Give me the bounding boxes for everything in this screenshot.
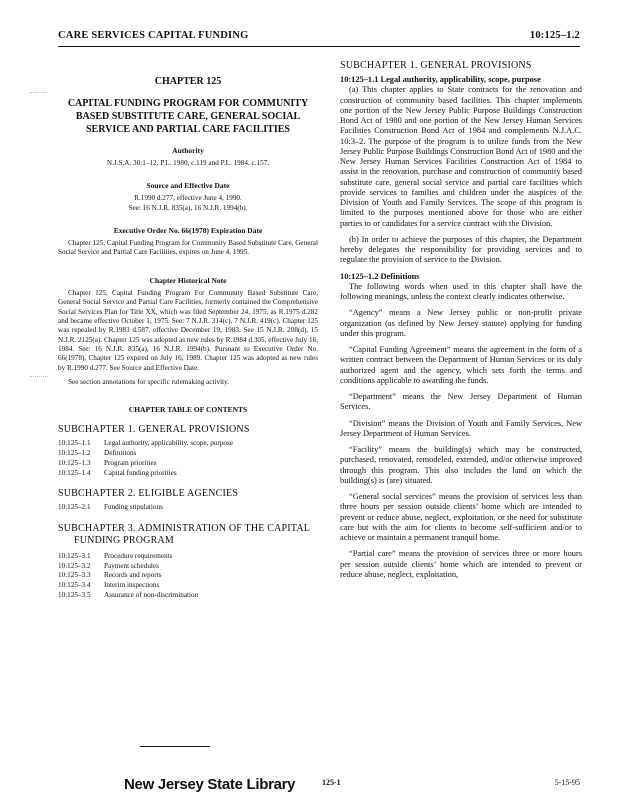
- toc-item-label: Records and reports: [104, 571, 162, 580]
- definition: “Agency” means a New Jersey public or non-profit private organization (as defined by New Jersey statute) applying for funding under this program.: [340, 308, 582, 338]
- header-rule: [58, 46, 580, 47]
- running-head-section: 10:125–1.2: [529, 30, 580, 41]
- library-watermark: New Jersey State Library: [124, 776, 296, 793]
- paragraph: (a) This chapter applies to State contracts for the renovation and construction of community based facilities. This chapter implements one portion of the New Jersey Public Purpose Buildings Construction Bond Act of 1980 and one portion of the New Jersey Human Services Facilities Construction Bond Act of 1984 and complements N.J.A.C. 10:3–2. The purpose of the program is to utilize funds from the New Jersey Public Purpose Buildings Construction Bond Act of 1980 and the New Jersey Human Services Facilities Construction Act of 1984 to assist in the renovation, purchase and construction of community based substitute care, general social service and partial care facilities which provide services to families and children under the auspices of the Division of Youth and Family Services. The scope of this program is limited to the purposes mentioned above for those who are either parties to or candidates for a service contract with the Division.: [340, 85, 582, 228]
- running-head-title: CARE SERVICES CAPITAL FUNDING: [58, 30, 249, 41]
- toc-item[interactable]: [58, 449, 318, 459]
- toc-item-label: Capital funding priorities: [104, 468, 177, 477]
- definition: “Department” means the New Jersey Department of Human Services.: [340, 392, 582, 412]
- toc-item-number: 10:125–3.4: [58, 581, 91, 590]
- toc-subchapter-title: SUBCHAPTER 1. GENERAL PROVISIONS: [58, 424, 250, 436]
- paragraph: The following words when used in this chapter shall have the following meanings, unless the context clearly indicates otherwise.: [340, 281, 582, 301]
- toc-subchapter-title-line2: FUNDING PROGRAM: [74, 535, 174, 547]
- toc-item-number: 10:125–2.1: [58, 503, 91, 512]
- section-heading: 10:125–1.2 Definitions: [340, 271, 420, 281]
- history-heading: Chapter Historical Note: [149, 275, 227, 285]
- toc-item-label: Assurance of non-discrimination: [104, 590, 199, 599]
- toc-item[interactable]: [58, 571, 318, 581]
- toc-item-number: 10:125–1.1: [58, 439, 91, 448]
- subchapter-heading: SUBCHAPTER 1. GENERAL PROVISIONS: [340, 60, 532, 71]
- source-heading: Source and Effective Date: [146, 181, 230, 191]
- toc-item-label: Funding stipulations: [104, 503, 163, 512]
- toc-item-number: 10:125–1.2: [58, 449, 91, 458]
- definition: “Partial care” means the provision of services three or more hours per session outside clients’ home which are intended to prevent or reduce abuse, neglect, exploitation,: [340, 549, 582, 579]
- toc-item-number: 10:125–1.3: [58, 458, 91, 467]
- executive-order-heading: Executive Order No. 66(1978) Expiration Date: [113, 226, 263, 236]
- toc-item-number: 10:125–3.2: [58, 561, 91, 570]
- toc-item-number: 10:125–3.3: [58, 571, 91, 580]
- toc-item-number: 10:125–3.5: [58, 590, 91, 599]
- toc-item[interactable]: [58, 459, 318, 469]
- chapter-title: CAPITAL FUNDING PROGRAM FOR COMMUNITY BASED SUBSTITUTE CARE, GENERAL SOCIAL SERVICE AND PARTIAL CARE FACILITIES: [67, 98, 309, 135]
- left-column: [58, 62, 318, 601]
- toc-item[interactable]: [58, 591, 318, 601]
- definition: “Division” means the Division of Youth and Family Services, New Jersey Department of Human Services.: [340, 418, 582, 438]
- footnote-rule: [140, 746, 210, 747]
- toc-subchapter-title: SUBCHAPTER 2. ELIGIBLE AGENCIES: [58, 488, 239, 500]
- toc-item[interactable]: [58, 439, 318, 449]
- toc-item[interactable]: [58, 552, 318, 562]
- margin-mark: [30, 376, 48, 377]
- running-head: [58, 30, 580, 46]
- toc-item-label: Definitions: [104, 449, 137, 458]
- toc-item-label: Legal authority, applicability, scope, purpose: [104, 439, 234, 448]
- toc-heading: CHAPTER TABLE OF CONTENTS: [128, 405, 248, 415]
- authority-heading: Authority: [172, 146, 204, 155]
- definition: “Facility” means the building(s) which may be constructed, purchased, renovated, remodeled, extended, and/or otherwise improved through this program. This also includes the land on which the building(s) is (are) situated.: [340, 445, 582, 485]
- toc-item[interactable]: [58, 469, 318, 479]
- right-column: [340, 62, 582, 580]
- paragraph: (b) In order to achieve the purposes of this chapter, the Department hereby delegates the responsibility for providing services and to regulate the provision of service to the Division.: [340, 234, 582, 265]
- toc-item-number: 10:125–3.1: [58, 551, 91, 560]
- toc-item-label: Interim inspections: [104, 581, 160, 590]
- authority-text: N.J.S.A. 30:1–12, P.L. 1980, c.119 and P.L. 1984, c.157.: [106, 159, 270, 167]
- section-body: [340, 75, 582, 580]
- toc-item-label: Program priorities: [104, 458, 157, 467]
- toc-item[interactable]: [58, 503, 318, 513]
- section-heading: 10:125–1.1 Legal authority, applicability, scope, purpose: [340, 75, 541, 84]
- executive-order-text: Chapter 125, Capital Funding Program for Community Based Substitute Care, General Social Service and Partial Care Facilities, expires on June 4, 1995.: [58, 239, 318, 257]
- definition: “Capital Funding Agreement” means the agreement in the form of a written contract between the Department of Human Services or its duly authorized agent and the agency, which sets forth the terms and conditions applicable to awarding the funds.: [340, 345, 582, 385]
- see-section-note: See section annotations for specific rulemaking activity.: [68, 378, 230, 387]
- toc-item-number: 10:125–1.4: [58, 468, 91, 477]
- margin-mark: [30, 92, 48, 93]
- toc-item-label: Procedure requirements: [104, 551, 173, 560]
- toc-item[interactable]: [58, 562, 318, 572]
- source-line: R.1990 d.277, effective June 4, 1990.: [134, 194, 242, 203]
- chapter-number: CHAPTER 125: [154, 76, 222, 87]
- toc-subchapter-title-line1: SUBCHAPTER 3. ADMINISTRATION OF THE CAPITAL: [58, 522, 311, 534]
- source-line: See: 16 N.J.R. 835(a), 16 N.J.R. 1994(b).: [128, 203, 248, 212]
- toc-item[interactable]: [58, 581, 318, 591]
- page-date: 5-15-95: [554, 778, 580, 787]
- definition: “General social services” means the provision of services less than three hours per session outside clients’ home which are intended to prevent or reduce abuse, neglect, exploitation, or the need for substitute care but with the aim for clients to become self-sufficient and/or to achieve or maintain a permanent tranquil home.: [340, 492, 582, 542]
- toc-item-label: Payment schedules: [104, 561, 159, 570]
- page-number: 125-1: [322, 778, 341, 787]
- history-text: Chapter 125, Capital Funding Program For Community Based Substitute Care, General Social Service and Partial Care Facilities, formerly contained the Comprehensive Social Services Plan for Title XX, which was filed September 24, 1975, as R.1975 d.282 and became effective October 1, 1975. See: 7 N.J.R. 314(c), 7 N.J.R. 419(c). Chapter 125 was repealed by R.1983 d.587, effective December 19, 1983. See 15 N.J.R. 208(d), 15 N.J.R. 2125(a). Chapter 125 was adopted as new rules by R.1984 d.305, effective July 16, 1984. See: 16 N.J.R. 835(a), 16 N.J.R. 1994(b). Pursuant to Executive Order No. 66(1978), Chapter 125 expired on July 16, 1989. Chapter 125 was adopted as new rules by R.1990 d.277. See Source and Effective Date.: [58, 288, 318, 372]
- toc-subchapter-title: [58, 523, 318, 548]
